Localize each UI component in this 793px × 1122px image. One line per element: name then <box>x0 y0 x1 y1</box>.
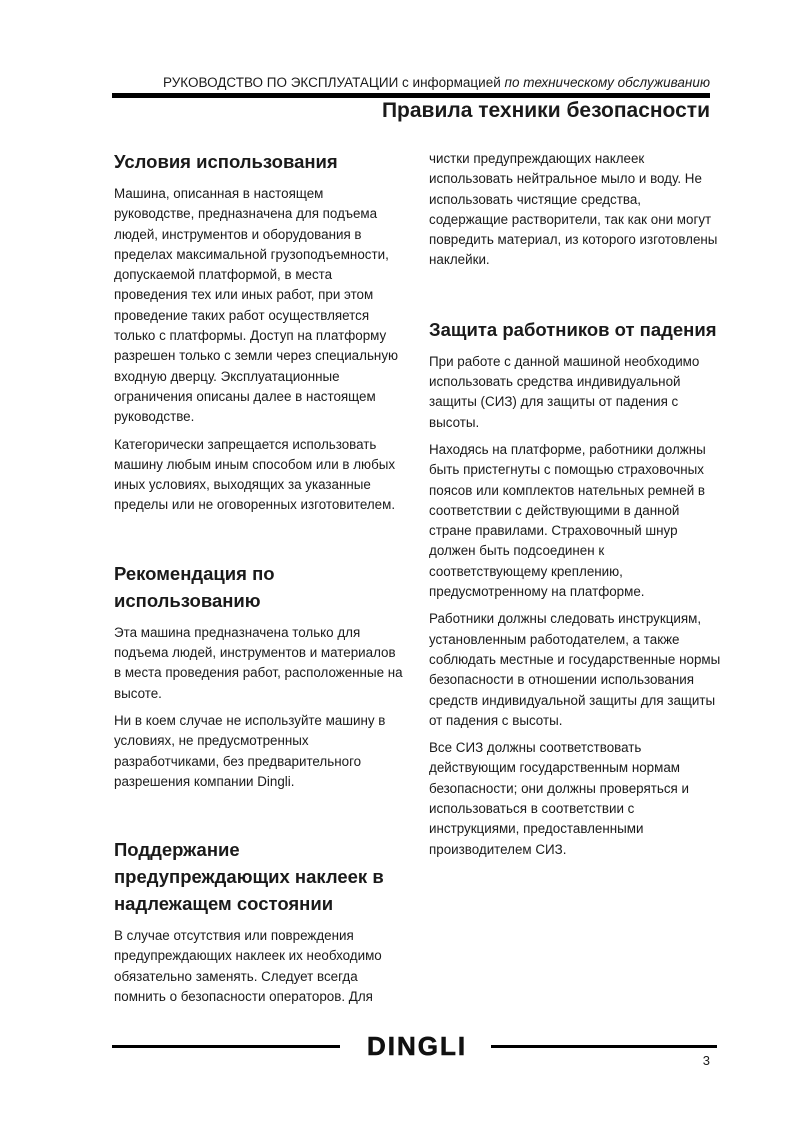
paragraph: Работники должны следовать инструкциям, установленным работодателем, а также соблюдать местные и государственные нормы безопасности в отношении использования средств индивидуальной защиты для защиты от падения с высоты. <box>429 611 721 728</box>
section-title: Правила техники безопасности <box>381 99 710 122</box>
paragraph: Эта машина предназначена только для подъема людей, инструментов и материалов в места проведения работ, расположенные на высоте. <box>114 624 403 701</box>
dingli-logo <box>362 1031 472 1061</box>
left-column <box>114 148 404 1014</box>
paragraph: Все СИЗ должны соответствовать действующим государственным нормам безопасности; они должны проверяться и использоваться в соответствии с инструкциями, предоставленными производителем СИЗ. <box>429 740 689 857</box>
heading-usage-conditions: Условия использования <box>114 151 338 172</box>
heading-warning-labels: Поддержание предупреждающих наклеек в надлежащем состоянии <box>114 839 384 915</box>
running-header <box>112 75 710 91</box>
heading-usage-recommendation: Рекомендация по использованию <box>114 562 275 611</box>
footer-rule-right <box>491 1045 717 1048</box>
page-number: 3 <box>702 1053 710 1068</box>
paragraph: Ни в коем случае не используйте машину в условиях, не предусмотренных разработчиками, без предварительного разрешения компании Dingli. <box>114 712 386 789</box>
paragraph: чистки предупреждающих наклеек использовать нейтральное мыло и воду. Не использовать чистящие средства, содержащие растворители, так как они могут повредить материал, из которого изготовлены наклейки. <box>429 151 718 268</box>
manual-title: РУКОВОДСТВО ПО ЭКСПЛУАТАЦИИ с информацией <box>163 75 505 90</box>
logo-text: DINGLI <box>366 1031 468 1061</box>
footer-rule-left <box>112 1045 340 1048</box>
paragraph: Машина, описанная в настоящем руководстве, предназначена для подъема людей, инструментов и оборудования в пределах максимальной грузоподъемности, допускаемой платформой, в места проведения тех или иных работ, при этом проведение таких работ осуществляется только с платформы. Доступ на платформу разрешен только с земли через специальную входную дверцу. Эксплуатационные ограничения описаны далее в настоящем руководстве. <box>114 186 399 425</box>
paragraph: Категорически запрещается использовать машину любым иным способом или в любых иных условиях, выходящих за указанные пределы или не оговоренных изготовителем. <box>114 436 396 513</box>
paragraph: Находясь на платформе, работники должны быть пристегнуты с помощью страховочных поясов или комплектов нательных ремней в соответствии с действующими в данной стране правилами. Страховочный шнур должен быть подсоединен к соответствующему креплению, предусмотренному на платформе. <box>429 441 706 600</box>
heading-fall-protection: Защита работников от падения <box>429 318 717 340</box>
right-column <box>429 149 721 867</box>
paragraph: При работе с данной машиной необходимо использовать средства индивидуальной защиты (СИЗ) для защиты от падения с высоты. <box>429 353 700 430</box>
manual-title-italic: по техническому обслуживанию <box>504 75 710 90</box>
paragraph: В случае отсутствия или повреждения предупреждающих наклеек их необходимо обязательно заменять. Следует всегда помнить о безопасности операторов. Для <box>114 928 382 1005</box>
